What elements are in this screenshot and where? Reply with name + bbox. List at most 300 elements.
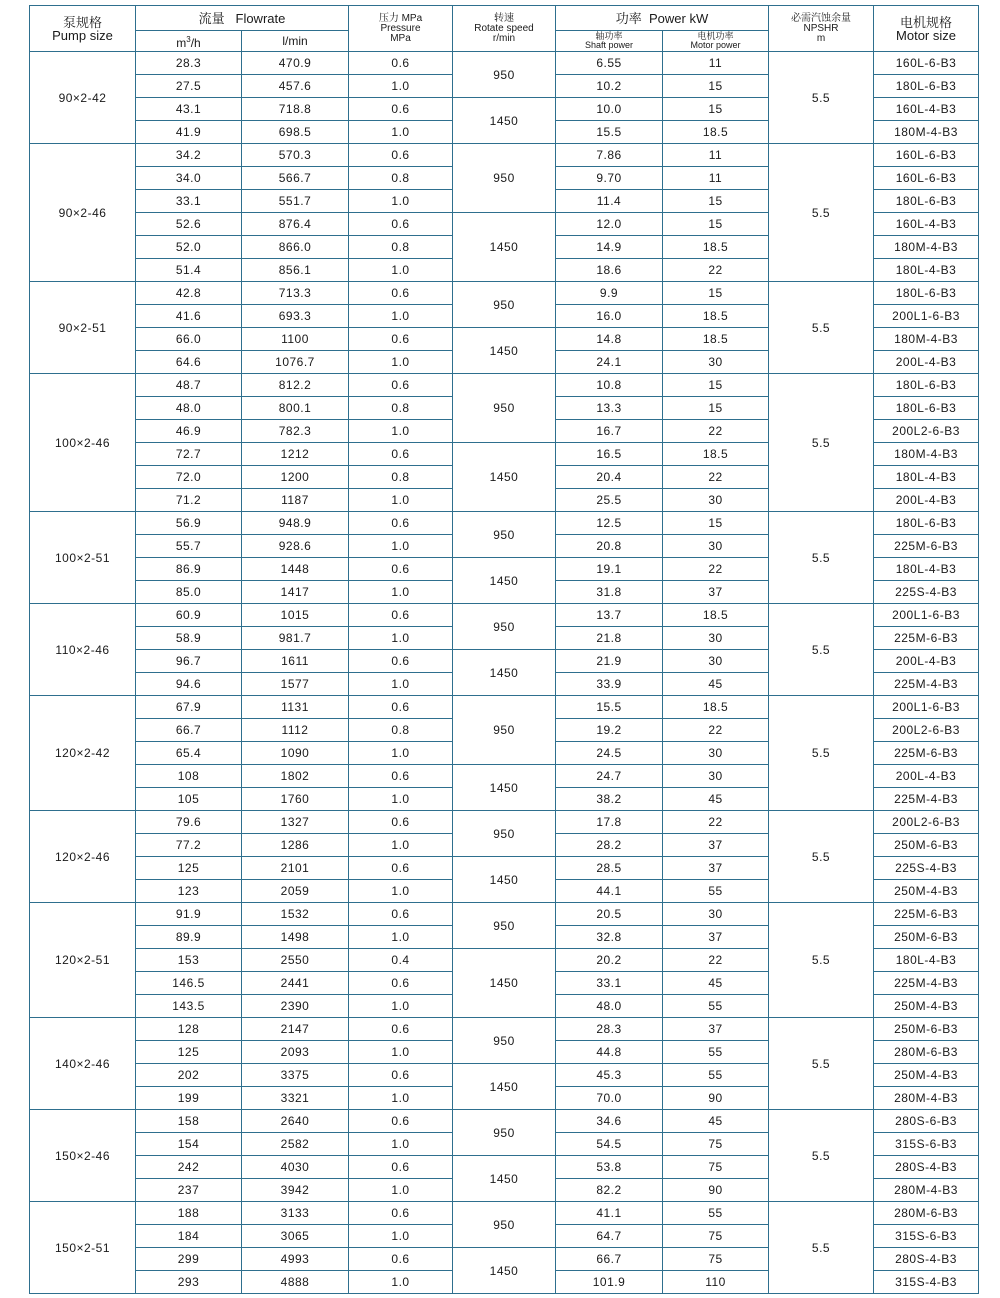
motor-power-cell: 18.5 [663, 696, 769, 719]
motor-power-cell: 45 [663, 972, 769, 995]
motor-power-cell: 30 [663, 903, 769, 926]
npsh-cell: 5.5 [769, 512, 874, 604]
motor-size-cell: 225M-4-B3 [874, 972, 979, 995]
speed-cell: 1450 [453, 765, 556, 811]
pressure-cell: 0.6 [349, 811, 453, 834]
pressure-cell: 0.6 [349, 604, 453, 627]
motor-size-cell: 200L-4-B3 [874, 489, 979, 512]
pressure-cell: 1.0 [349, 673, 453, 696]
flow-m3h-cell: 91.9 [136, 903, 242, 926]
npsh-cell: 5.5 [769, 374, 874, 512]
motor-size-cell: 180M-4-B3 [874, 443, 979, 466]
motor-power-cell: 90 [663, 1087, 769, 1110]
npsh-cell: 5.5 [769, 1110, 874, 1202]
flow-m3h-cell: 71.2 [136, 489, 242, 512]
shaft-power-cell: 34.6 [556, 1110, 663, 1133]
pressure-cell: 0.6 [349, 1202, 453, 1225]
pressure-cell: 0.6 [349, 1248, 453, 1271]
pressure-cell: 0.8 [349, 466, 453, 489]
motor-power-cell: 37 [663, 834, 769, 857]
pressure-cell: 1.0 [349, 351, 453, 374]
flow-m3h-cell: 125 [136, 1041, 242, 1064]
flow-m3h-cell: 52.6 [136, 213, 242, 236]
pressure-cell: 1.0 [349, 1041, 453, 1064]
flow-m3h-cell: 43.1 [136, 98, 242, 121]
flow-lmin-cell: 3321 [242, 1087, 349, 1110]
flow-lmin-cell: 1100 [242, 328, 349, 351]
motor-power-cell: 15 [663, 397, 769, 420]
motor-power-cell: 22 [663, 420, 769, 443]
flow-lmin-cell: 470.9 [242, 52, 349, 75]
pressure-cell: 0.8 [349, 719, 453, 742]
motor-power-cell: 75 [663, 1133, 769, 1156]
motor-size-cell: 280M-4-B3 [874, 1087, 979, 1110]
motor-power-cell: 30 [663, 535, 769, 558]
flow-m3h-cell: 65.4 [136, 742, 242, 765]
shaft-power-cell: 41.1 [556, 1202, 663, 1225]
pump-spec-sheet [29, 5, 978, 1294]
flow-lmin-cell: 1187 [242, 489, 349, 512]
table-row [30, 696, 979, 719]
flow-m3h-cell: 64.6 [136, 351, 242, 374]
motor-power-cell: 30 [663, 765, 769, 788]
motor-size-cell: 180L-6-B3 [874, 190, 979, 213]
flow-m3h-cell: 34.0 [136, 167, 242, 190]
motor-size-cell: 225S-4-B3 [874, 581, 979, 604]
shaft-power-cell: 18.6 [556, 259, 663, 282]
flow-lmin-cell: 698.5 [242, 121, 349, 144]
pressure-cell: 0.6 [349, 765, 453, 788]
flow-lmin-cell: 1015 [242, 604, 349, 627]
motor-size-cell: 200L2-6-B3 [874, 420, 979, 443]
flow-m3h-cell: 85.0 [136, 581, 242, 604]
motor-power-cell: 18.5 [663, 236, 769, 259]
shaft-power-cell: 25.5 [556, 489, 663, 512]
speed-cell: 1450 [453, 1156, 556, 1202]
motor-power-cell: 45 [663, 1110, 769, 1133]
pressure-cell: 0.6 [349, 903, 453, 926]
flow-m3h-cell: 105 [136, 788, 242, 811]
pressure-cell: 0.6 [349, 374, 453, 397]
shaft-power-cell: 70.0 [556, 1087, 663, 1110]
speed-cell: 950 [453, 903, 556, 949]
motor-size-cell: 280S-4-B3 [874, 1156, 979, 1179]
pressure-cell: 0.4 [349, 949, 453, 972]
motor-size-cell: 250M-6-B3 [874, 1018, 979, 1041]
shaft-power-cell: 17.8 [556, 811, 663, 834]
shaft-power-cell: 20.2 [556, 949, 663, 972]
motor-power-cell: 18.5 [663, 121, 769, 144]
flow-m3h-cell: 60.9 [136, 604, 242, 627]
flow-lmin-cell: 1212 [242, 443, 349, 466]
flow-lmin-cell: 876.4 [242, 213, 349, 236]
motor-size-cell: 180L-6-B3 [874, 75, 979, 98]
pressure-cell: 1.0 [349, 489, 453, 512]
pressure-cell: 0.6 [349, 972, 453, 995]
motor-size-cell: 200L1-6-B3 [874, 696, 979, 719]
speed-header: 转速 Rotate speed r/min [453, 6, 556, 52]
flow-lmin-cell: 981.7 [242, 627, 349, 650]
motor-size-cell: 250M-6-B3 [874, 926, 979, 949]
flow-m3h-cell: 77.2 [136, 834, 242, 857]
shaft-power-cell: 16.7 [556, 420, 663, 443]
pressure-cell: 0.6 [349, 1156, 453, 1179]
speed-cell: 1450 [453, 98, 556, 144]
motor-size-cell: 200L-4-B3 [874, 351, 979, 374]
pressure-cell: 0.8 [349, 167, 453, 190]
pump-size-cell: 120×2-51 [30, 903, 136, 1018]
motor-power-cell: 30 [663, 351, 769, 374]
speed-cell: 950 [453, 144, 556, 213]
npsh-header: 必需汽蚀余量 NPSHR m [769, 6, 874, 52]
pump-size-cell: 100×2-46 [30, 374, 136, 512]
flow-m3h-cell: 51.4 [136, 259, 242, 282]
shaft-power-cell: 44.8 [556, 1041, 663, 1064]
flow-lmin-cell: 2441 [242, 972, 349, 995]
motor-power-cell: 45 [663, 788, 769, 811]
flow-m3h-cell: 242 [136, 1156, 242, 1179]
motor-power-cell: 22 [663, 466, 769, 489]
flow-lmin-cell: 1327 [242, 811, 349, 834]
shaft-power-cell: 21.9 [556, 650, 663, 673]
shaft-power-cell: 101.9 [556, 1271, 663, 1294]
flow-lmin-cell: 2390 [242, 995, 349, 1018]
motor-power-cell: 75 [663, 1248, 769, 1271]
shaft-power-cell: 9.70 [556, 167, 663, 190]
motor-power-cell: 37 [663, 1018, 769, 1041]
table-row [30, 512, 979, 535]
flow-lmin-cell: 1498 [242, 926, 349, 949]
table-row [30, 282, 979, 305]
shaft-power-cell: 38.2 [556, 788, 663, 811]
shaft-power-cell: 7.86 [556, 144, 663, 167]
pump-size-cell: 90×2-46 [30, 144, 136, 282]
flow-m3h-cell: 79.6 [136, 811, 242, 834]
flow-m3h-cell: 55.7 [136, 535, 242, 558]
motor-power-cell: 37 [663, 581, 769, 604]
motor-size-cell: 180L-4-B3 [874, 259, 979, 282]
shaft-power-cell: 24.5 [556, 742, 663, 765]
pump-size-cell: 150×2-51 [30, 1202, 136, 1294]
speed-cell: 950 [453, 282, 556, 328]
motor-size-cell: 160L-6-B3 [874, 52, 979, 75]
motor-size-cell: 225M-4-B3 [874, 788, 979, 811]
motor-power-cell: 15 [663, 512, 769, 535]
speed-cell: 1450 [453, 443, 556, 512]
flow-m3h-cell: 66.7 [136, 719, 242, 742]
motor-power-cell: 15 [663, 98, 769, 121]
npsh-cell: 5.5 [769, 604, 874, 696]
pressure-cell: 1.0 [349, 788, 453, 811]
shaft-power-cell: 28.3 [556, 1018, 663, 1041]
shaft-power-cell: 21.8 [556, 627, 663, 650]
motor-power-cell: 15 [663, 282, 769, 305]
flow-lmin-cell: 4888 [242, 1271, 349, 1294]
table-body [30, 52, 979, 1294]
flow-m3h-cell: 237 [136, 1179, 242, 1202]
speed-cell: 950 [453, 1018, 556, 1064]
shaft-power-cell: 32.8 [556, 926, 663, 949]
motor-size-cell: 180L-6-B3 [874, 282, 979, 305]
speed-cell: 950 [453, 374, 556, 443]
flow-m3h-cell: 86.9 [136, 558, 242, 581]
pressure-cell: 0.6 [349, 52, 453, 75]
motor-power-cell: 18.5 [663, 443, 769, 466]
pressure-cell: 0.8 [349, 236, 453, 259]
shaft-power-cell: 64.7 [556, 1225, 663, 1248]
shaft-power-cell: 28.2 [556, 834, 663, 857]
flow-m3h-cell: 58.9 [136, 627, 242, 650]
speed-cell: 950 [453, 811, 556, 857]
shaft-power-cell: 44.1 [556, 880, 663, 903]
flow-lmin-cell: 3133 [242, 1202, 349, 1225]
flow-lmin-cell: 1577 [242, 673, 349, 696]
flow-m3h-cell: 48.0 [136, 397, 242, 420]
pressure-cell: 1.0 [349, 75, 453, 98]
speed-cell: 1450 [453, 1248, 556, 1294]
motor-power-cell: 30 [663, 489, 769, 512]
speed-cell: 1450 [453, 213, 556, 282]
npsh-cell: 5.5 [769, 144, 874, 282]
flow-lmin-cell: 570.3 [242, 144, 349, 167]
shaft-power-cell: 10.8 [556, 374, 663, 397]
motor-size-cell: 180M-4-B3 [874, 121, 979, 144]
flow-lmin-cell: 812.2 [242, 374, 349, 397]
flow-lmin-cell: 4030 [242, 1156, 349, 1179]
motor-size-cell: 250M-4-B3 [874, 995, 979, 1018]
flow-lmin-cell: 1532 [242, 903, 349, 926]
flow-m3h-cell: 48.7 [136, 374, 242, 397]
pump-performance-table [29, 5, 979, 1294]
flow-lmin-cell: 566.7 [242, 167, 349, 190]
motor-size-cell: 200L2-6-B3 [874, 719, 979, 742]
motor-power-cell: 18.5 [663, 328, 769, 351]
motor-size-cell: 225M-6-B3 [874, 903, 979, 926]
motor-size-cell: 225M-4-B3 [874, 673, 979, 696]
shaft-power-cell: 20.8 [556, 535, 663, 558]
flow-m3h-cell: 184 [136, 1225, 242, 1248]
pressure-cell: 0.6 [349, 1110, 453, 1133]
flow-lmin-cell: 3942 [242, 1179, 349, 1202]
motor-size-cell: 315S-6-B3 [874, 1133, 979, 1156]
motor-power-cell: 11 [663, 144, 769, 167]
flow-m3h-cell: 33.1 [136, 190, 242, 213]
motor-power-cell: 75 [663, 1156, 769, 1179]
npsh-cell: 5.5 [769, 696, 874, 811]
motor-power-cell: 15 [663, 374, 769, 397]
table-row [30, 1018, 979, 1041]
pump-size-cell: 100×2-51 [30, 512, 136, 604]
shaft-power-cell: 16.0 [556, 305, 663, 328]
motor-size-cell: 200L-4-B3 [874, 650, 979, 673]
motor-size-cell: 280M-4-B3 [874, 1179, 979, 1202]
flow-m3h-cell: 67.9 [136, 696, 242, 719]
speed-cell: 950 [453, 512, 556, 558]
pressure-cell: 0.6 [349, 558, 453, 581]
pressure-cell: 1.0 [349, 995, 453, 1018]
pressure-cell: 1.0 [349, 742, 453, 765]
pressure-cell: 0.6 [349, 650, 453, 673]
flow-lmin-cell: 2101 [242, 857, 349, 880]
shaft-power-cell: 28.5 [556, 857, 663, 880]
pressure-cell: 1.0 [349, 305, 453, 328]
motor-power-cell: 30 [663, 627, 769, 650]
pressure-cell: 1.0 [349, 535, 453, 558]
flowrate-header: 流量 Flowrate [136, 6, 349, 31]
flow-m3h-cell: 143.5 [136, 995, 242, 1018]
motor-power-cell: 90 [663, 1179, 769, 1202]
motor-size-cell: 225S-4-B3 [874, 857, 979, 880]
flow-lmin-cell: 948.9 [242, 512, 349, 535]
flow-m3h-cell: 27.5 [136, 75, 242, 98]
shaft-power-cell: 10.0 [556, 98, 663, 121]
shaft-power-cell: 14.9 [556, 236, 663, 259]
table-row [30, 1202, 979, 1225]
flow-lmin-cell: 457.6 [242, 75, 349, 98]
motor-power-cell: 22 [663, 558, 769, 581]
motor-size-cell: 200L1-6-B3 [874, 604, 979, 627]
pump-size-cell: 140×2-46 [30, 1018, 136, 1110]
pressure-cell: 0.6 [349, 512, 453, 535]
npsh-cell: 5.5 [769, 903, 874, 1018]
motor-size-cell: 225M-6-B3 [874, 742, 979, 765]
shaft-power-cell: 16.5 [556, 443, 663, 466]
flow-lmin-cell: 782.3 [242, 420, 349, 443]
pump-size-cell: 90×2-51 [30, 282, 136, 374]
flow-lmin-cell: 1417 [242, 581, 349, 604]
shaft-power-header: 轴功率 Shaft power [556, 31, 663, 52]
motor-size-cell: 280S-4-B3 [874, 1248, 979, 1271]
speed-cell: 950 [453, 52, 556, 98]
shaft-power-cell: 15.5 [556, 696, 663, 719]
pressure-cell: 1.0 [349, 121, 453, 144]
motor-size-cell: 225M-6-B3 [874, 627, 979, 650]
pump-size-cell: 120×2-42 [30, 696, 136, 811]
motor-size-cell: 180L-6-B3 [874, 374, 979, 397]
pressure-cell: 1.0 [349, 420, 453, 443]
shaft-power-cell: 54.5 [556, 1133, 663, 1156]
flow-lmin-cell: 866.0 [242, 236, 349, 259]
shaft-power-cell: 12.0 [556, 213, 663, 236]
flow-lmin-cell: 2550 [242, 949, 349, 972]
shaft-power-cell: 33.9 [556, 673, 663, 696]
pressure-cell: 1.0 [349, 880, 453, 903]
motor-power-cell: 15 [663, 213, 769, 236]
motor-power-cell: 45 [663, 673, 769, 696]
speed-cell: 1450 [453, 328, 556, 374]
pressure-cell: 0.6 [349, 696, 453, 719]
flow-m3h-cell: 28.3 [136, 52, 242, 75]
motor-power-cell: 55 [663, 1064, 769, 1087]
pressure-cell: 1.0 [349, 1133, 453, 1156]
motor-size-cell: 180L-4-B3 [874, 466, 979, 489]
speed-cell: 950 [453, 1202, 556, 1248]
motor-power-cell: 15 [663, 190, 769, 213]
flow-lmin-cell: 1200 [242, 466, 349, 489]
pressure-cell: 1.0 [349, 259, 453, 282]
motor-size-cell: 180L-4-B3 [874, 949, 979, 972]
flow-m3h-cell: 41.6 [136, 305, 242, 328]
shaft-power-cell: 24.7 [556, 765, 663, 788]
motor-power-cell: 75 [663, 1225, 769, 1248]
shaft-power-cell: 14.8 [556, 328, 663, 351]
flow-m3h-cell: 146.5 [136, 972, 242, 995]
motor-size-cell: 180L-6-B3 [874, 397, 979, 420]
flow-m3h-cell: 89.9 [136, 926, 242, 949]
npsh-cell: 5.5 [769, 282, 874, 374]
motor-size-cell: 160L-6-B3 [874, 144, 979, 167]
flow-m3h-cell: 72.0 [136, 466, 242, 489]
speed-cell: 950 [453, 1110, 556, 1156]
speed-cell: 950 [453, 604, 556, 650]
motor-size-cell: 200L1-6-B3 [874, 305, 979, 328]
flow-lmin-cell: 1131 [242, 696, 349, 719]
shaft-power-cell: 20.5 [556, 903, 663, 926]
table-row [30, 52, 979, 75]
pressure-cell: 0.6 [349, 1064, 453, 1087]
flow-m3h-cell: 94.6 [136, 673, 242, 696]
table-header [30, 6, 979, 52]
flow-m3h-header: $m^3/h$ [136, 31, 242, 52]
flow-lmin-cell: 1286 [242, 834, 349, 857]
shaft-power-cell: 15.5 [556, 121, 663, 144]
motor-power-cell: 30 [663, 650, 769, 673]
flow-lmin-cell: 928.6 [242, 535, 349, 558]
table-row [30, 374, 979, 397]
speed-cell: 1450 [453, 650, 556, 696]
flow-lmin-cell: 1090 [242, 742, 349, 765]
flow-m3h-cell: 154 [136, 1133, 242, 1156]
motor-size-cell: 315S-4-B3 [874, 1271, 979, 1294]
motor-size-cell: 315S-6-B3 [874, 1225, 979, 1248]
shaft-power-cell: 20.4 [556, 466, 663, 489]
table-row [30, 1110, 979, 1133]
shaft-power-cell: 6.55 [556, 52, 663, 75]
shaft-power-cell: 45.3 [556, 1064, 663, 1087]
motor-power-cell: 15 [663, 75, 769, 98]
flow-lmin-cell: 2147 [242, 1018, 349, 1041]
motor-power-cell: 110 [663, 1271, 769, 1294]
pressure-cell: 1.0 [349, 834, 453, 857]
flow-m3h-cell: 125 [136, 857, 242, 880]
motor-size-cell: 250M-4-B3 [874, 1064, 979, 1087]
npsh-cell: 5.5 [769, 811, 874, 903]
flow-m3h-cell: 123 [136, 880, 242, 903]
flow-m3h-cell: 52.0 [136, 236, 242, 259]
flow-lmin-cell: 718.8 [242, 98, 349, 121]
pressure-cell: 1.0 [349, 627, 453, 650]
flow-lmin-cell: 1448 [242, 558, 349, 581]
flow-lmin-cell: 551.7 [242, 190, 349, 213]
shaft-power-cell: 53.8 [556, 1156, 663, 1179]
flow-m3h-cell: 299 [136, 1248, 242, 1271]
motor-power-cell: 22 [663, 719, 769, 742]
motor-power-cell: 55 [663, 1041, 769, 1064]
pressure-cell: 0.6 [349, 213, 453, 236]
motor-size-cell: 180M-4-B3 [874, 236, 979, 259]
shaft-power-cell: 10.2 [556, 75, 663, 98]
npsh-cell: 5.5 [769, 1018, 874, 1110]
motor-size-cell: 280M-6-B3 [874, 1041, 979, 1064]
flow-m3h-cell: 42.8 [136, 282, 242, 305]
pressure-cell: 0.6 [349, 857, 453, 880]
motor-size-cell: 160L-4-B3 [874, 213, 979, 236]
pressure-cell: 1.0 [349, 581, 453, 604]
speed-cell: 1450 [453, 949, 556, 1018]
pump-size-header: 泵规格 Pump size [30, 6, 136, 52]
flow-m3h-cell: 41.9 [136, 121, 242, 144]
pump-size-cell: 120×2-46 [30, 811, 136, 903]
